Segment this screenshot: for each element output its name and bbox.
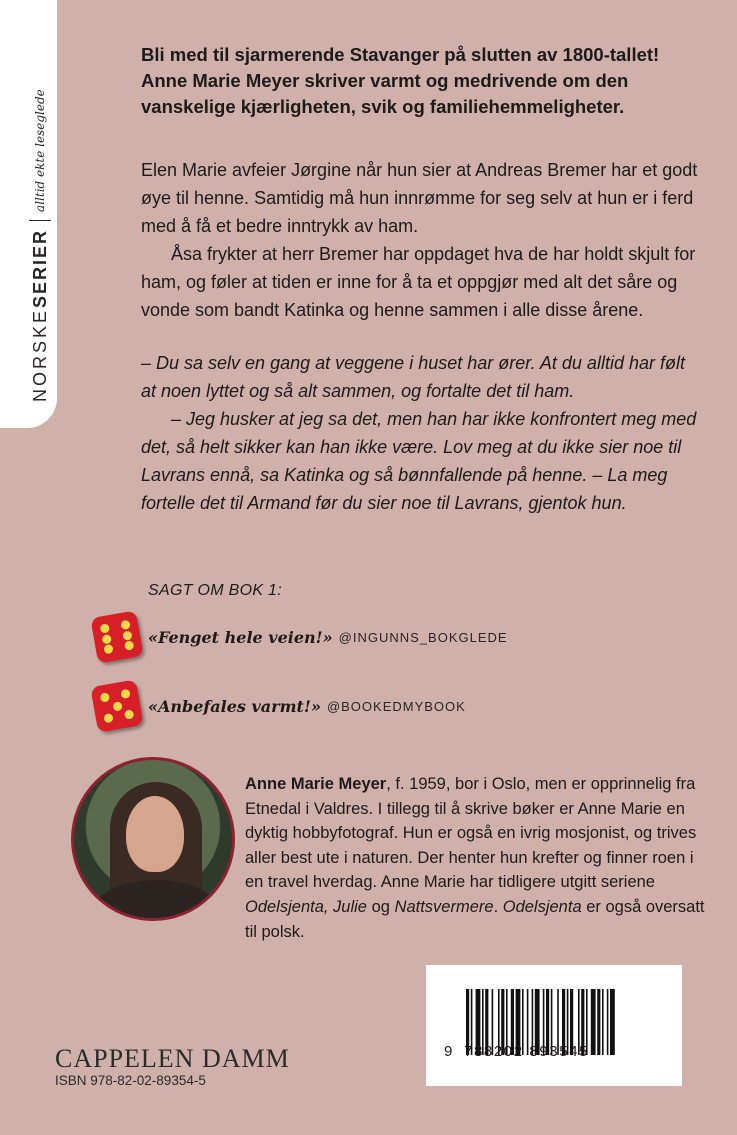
series-tagline: alltid ekte lesеglede [33,89,47,212]
excerpt [141,349,701,517]
series-logo [28,89,52,402]
review-quote: «Fenget hele veien!» [148,627,333,647]
author-photo [71,757,235,921]
synopsis-paragraph-2: Åsa frykter at herr Bremer har oppdaget hva de har holdt skjult for ham, og føler at tiden er inne for å ta et oppgjør med alt det såre og vonde som bandt Katinka og henne sammen i alle disse årene. [141,244,696,320]
series-name-light: NORSKE [29,307,50,402]
review-handle: @INGUNNS_BOKGLEDE [338,629,508,645]
spine-tab [0,0,57,428]
review-item [94,614,508,660]
dice-icon [90,679,143,732]
excerpt-line-2: – Jeg husker at jeg sa det, men han har ikke konfrontert meg med det, så helt sikker kan han ikke være. Lov meg at du ikke sier noe til Lavrans ennå, sa Katinka og så bønnfallende på henne. – La meg fortelle det til Armand før du sier noe til Lavrans, gjentok hun. [141,409,697,513]
divider [29,220,51,221]
review-quote: «Anbefales varmt!» [148,696,321,716]
series-title: Nattsvermere [394,897,494,916]
reviews-heading: SAGT OM BOK 1: [148,582,283,599]
series-name-bold: SERIER [29,228,50,308]
barcode [426,965,682,1086]
series-title: Odelsjenta [502,897,582,916]
publisher-logo: CAPPELEN DAMM [55,1044,290,1073]
excerpt-line-1: – Du sa selv en gang at veggene i huset har ører. At du alltid har følt at noen lyttet og så alt sammen, og fortalte det til ham. [141,353,685,401]
dice-icon [90,610,143,663]
series-title: Odelsjenta, Julie [245,897,367,916]
author-name: Anne Marie Meyer [245,775,387,793]
synopsis [141,156,701,324]
barcode-number: 9 788202 893545 [444,1043,590,1060]
review-item [94,683,466,729]
author-bio: Anne Marie Meyer, f. 1959, bor i Oslo, men er opprinnelig fra Etnedal i Valdres. I tillegg til å skrive bøker er Anne Marie en dyktig hobbyfotograf. Hun er også en ivrig mosjonist, og trives aller best ute i naturen. Der henter hun krefter og finner roen i en travel hverdag. Anne Marie har tidligere utgitt seriene Odelsjenta, Julie og Nattsvermere. Odelsjenta er også oversatt til polsk. [245,775,705,941]
intro-blurb: Bli med til sjarmerende Stavanger på slutten av 1800-tallet! Anne Marie Meyer skriver varmt og medrivende om den vanskelige kjærligheten, svik og familiehemmeligheter. [141,44,660,117]
synopsis-paragraph-1: Elen Marie avfeier Jørgine når hun sier at Andreas Bremer har et godt øye til henne. Samtidig må hun innrømme for seg selv at hun er i ferd med å få et bedre inntrykk av ham. [141,160,698,236]
isbn: ISBN 978-82-02-89354-5 [55,1073,206,1088]
review-handle: @BOOKEDMYBOOK [326,698,466,714]
